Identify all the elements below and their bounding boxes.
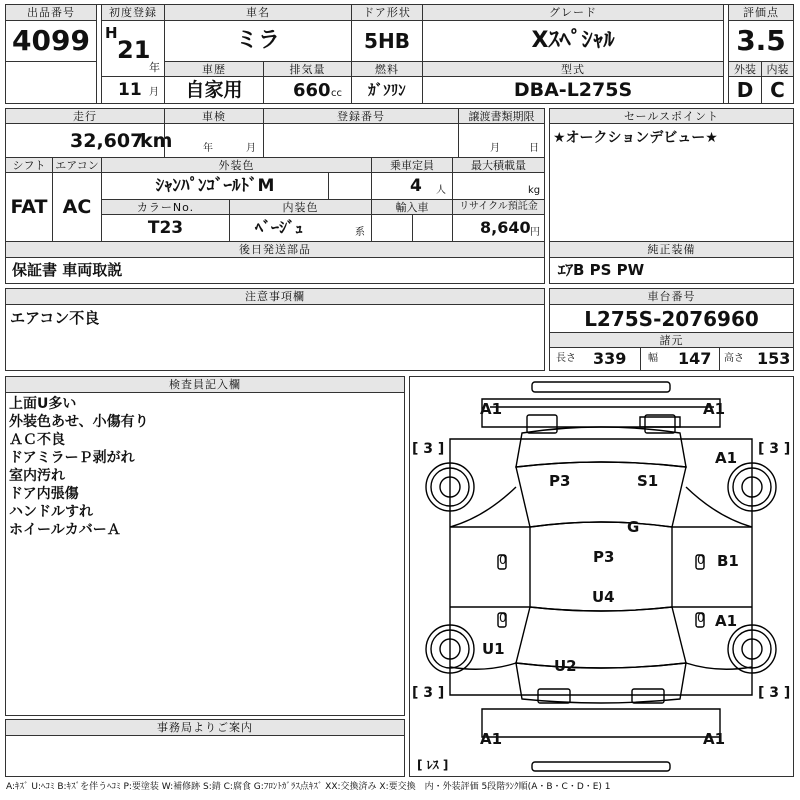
score: 3.5	[728, 20, 794, 62]
door-label: ドア形状	[351, 4, 423, 21]
reg-year-unit: 年	[149, 61, 160, 74]
capacity-label: 乗車定員	[371, 157, 453, 173]
ac: AC	[52, 172, 102, 242]
mileage: 32,607	[70, 130, 144, 152]
tire-front-left: [ 3 ]	[412, 441, 445, 457]
displacement-unit: cc	[331, 88, 342, 99]
later-parts-label: 後日発送部品	[5, 241, 545, 258]
recycle-label: リサイクル預託金	[452, 199, 545, 215]
inspector-line: ハンドルすれ	[9, 504, 93, 520]
inspector-line: ドアミラーＰ剥がれ	[9, 450, 135, 466]
model-label: 型式	[422, 61, 724, 77]
height: 153	[757, 349, 791, 368]
mark-a1-front-right: A1	[703, 400, 726, 418]
equip-label: 純正装備	[549, 241, 794, 258]
chassis-number: L275S-2076960	[549, 304, 794, 333]
reg-era: H	[105, 24, 118, 42]
later-parts: 保証書 車両取説	[5, 257, 545, 284]
mark-u4-roof: U4	[592, 588, 615, 606]
intcolor: ﾍﾞｰｼﾞｭ	[255, 218, 304, 237]
displacement: 660	[293, 80, 331, 101]
width-label: 幅	[648, 353, 658, 364]
color: ｼｬﾝﾊﾟﾝｺﾞｰﾙﾄﾞM	[101, 172, 329, 200]
recycle: 8,640	[480, 218, 531, 237]
mark-u2-hatch: U2	[554, 657, 577, 675]
inspector-line: 上面U多い	[9, 396, 77, 412]
history-label: 車歴	[164, 61, 264, 77]
colorno: T23	[101, 214, 230, 242]
fuel-label: 燃料	[351, 61, 423, 77]
mileage-unit: km	[140, 130, 173, 152]
chassis-label: 車台番号	[549, 288, 794, 305]
length-label: 長さ	[556, 353, 576, 364]
import-cell-a	[371, 214, 413, 242]
reg-month-unit: 月	[149, 87, 159, 98]
transfer-month-unit: 月	[490, 143, 500, 154]
lot-label: 出品番号	[5, 4, 97, 21]
handle-mark-rear-left: 0	[499, 611, 507, 625]
inspector-line: ホイールカバーＡ	[9, 522, 121, 538]
inspection-label: 車検	[164, 108, 264, 124]
reg-year: 21	[117, 36, 151, 64]
import-label: 輸入車	[371, 199, 453, 215]
transfer-day-unit: 日	[529, 143, 539, 154]
mark-a1-front-left: A1	[480, 400, 503, 418]
recycle-unit: 円	[530, 227, 540, 238]
mark-p3-roof: P3	[593, 548, 615, 566]
tire-front-right: [ 3 ]	[758, 441, 791, 457]
inspection-month-unit: 月	[246, 143, 256, 154]
inspector-box	[5, 392, 405, 716]
lot-number: 4099	[5, 20, 97, 62]
inspector-line: 室内汚れ	[9, 468, 65, 484]
notes: エアコン不良	[10, 309, 100, 327]
office-label: 事務局よりご案内	[5, 719, 405, 736]
capacity: 4	[410, 176, 422, 196]
handle-mark-left: 0	[499, 553, 507, 567]
grade: Xｽﾍﾟｼｬﾙ	[422, 20, 724, 62]
regno-label: 登録番号	[263, 108, 459, 124]
equipment: ｴｱB PS PW	[549, 257, 794, 284]
spec-label: 諸元	[549, 332, 794, 348]
reg-month: 11	[118, 80, 142, 100]
car-outline-svg	[410, 377, 795, 778]
exterior-grade: D	[728, 76, 762, 104]
shift: FAT	[5, 172, 53, 242]
model: DBA-L275S	[422, 76, 724, 104]
inspector-label: 検査員記入欄	[5, 376, 405, 393]
mark-s1-bonnet: S1	[637, 472, 659, 490]
car-name: ミラ	[164, 20, 352, 62]
handle-mark-right: 0	[697, 553, 705, 567]
intcolor-unit: 系	[355, 227, 365, 238]
mark-a1-right-rear: A1	[715, 612, 738, 630]
length: 339	[593, 349, 627, 368]
import-cell-b	[412, 214, 453, 242]
mark-a1-right-front: A1	[715, 449, 738, 467]
inspector-line: ＡＣ不良	[9, 432, 65, 448]
history: 自家用	[164, 76, 264, 104]
interior-grade: C	[761, 76, 794, 104]
car-name-label: 車名	[164, 4, 352, 21]
lot-blank	[5, 61, 97, 104]
office-box	[5, 735, 405, 777]
inspector-line: ドア内張傷	[9, 486, 79, 502]
legend: A:ｷｽﾞ U:ﾍｺﾐ B:ｷｽﾞを伴うﾍｺﾐ P:要塗装 W:補修跡 S:錆 C:腐食 G:ﾌﾛﾝﾄｶﾞﾗｽ点ｷｽﾞ XX:交換済み X:要交換 内・外装評価 5段階ﾗﾝｸ順(A・B・C・D・E) 1	[6, 782, 611, 792]
height-label: 高さ	[724, 353, 744, 364]
inspector-line: 外装色あせ、小傷有り	[9, 414, 149, 430]
sales-label: セールスポイント	[549, 108, 794, 124]
mark-p3-bonnet: P3	[549, 472, 571, 490]
capacity-unit: 人	[436, 185, 446, 196]
spare-tire-label: [ ﾚｽ ]	[417, 758, 449, 772]
exterior-label: 外装	[728, 61, 762, 77]
grade-label: グレード	[422, 4, 724, 21]
displacement-label: 排気量	[263, 61, 352, 77]
transfer-label: 譲渡書類期限	[458, 108, 545, 124]
mark-a1-rear-left: A1	[480, 730, 503, 748]
regno-cell	[263, 123, 459, 158]
intcolor-label: 内装色	[229, 199, 372, 215]
ac-label: エアコン	[52, 157, 102, 173]
load-label: 最大積載量	[452, 157, 545, 173]
mark-g-windshield: G	[627, 518, 640, 536]
colorno-label: カラーNo.	[101, 199, 230, 215]
score-label: 評価点	[728, 4, 794, 21]
damage-diagram	[409, 376, 794, 777]
door-type: 5HB	[351, 20, 423, 62]
color-extra	[328, 172, 372, 200]
width: 147	[678, 349, 712, 368]
color-label: 外装色	[101, 157, 372, 173]
shift-label: シフト	[5, 157, 53, 173]
inspection-year-unit: 年	[203, 143, 213, 154]
notes-label: 注意事項欄	[5, 288, 545, 305]
tire-rear-right: [ 3 ]	[758, 685, 791, 701]
fuel: ｶﾞｿﾘﾝ	[351, 76, 423, 104]
mileage-label: 走行	[5, 108, 165, 124]
load-unit: kg	[528, 185, 541, 196]
tire-rear-left: [ 3 ]	[412, 685, 445, 701]
reg-label: 初度登録	[101, 4, 165, 21]
mark-u1-left-rear: U1	[482, 640, 505, 658]
handle-mark-rear-right: 0	[697, 611, 705, 625]
interior-label: 内装	[761, 61, 794, 77]
mark-b1-right: B1	[717, 552, 739, 570]
sales-point: ★オークションデビュー★	[553, 130, 718, 146]
mark-a1-rear-right: A1	[703, 730, 726, 748]
